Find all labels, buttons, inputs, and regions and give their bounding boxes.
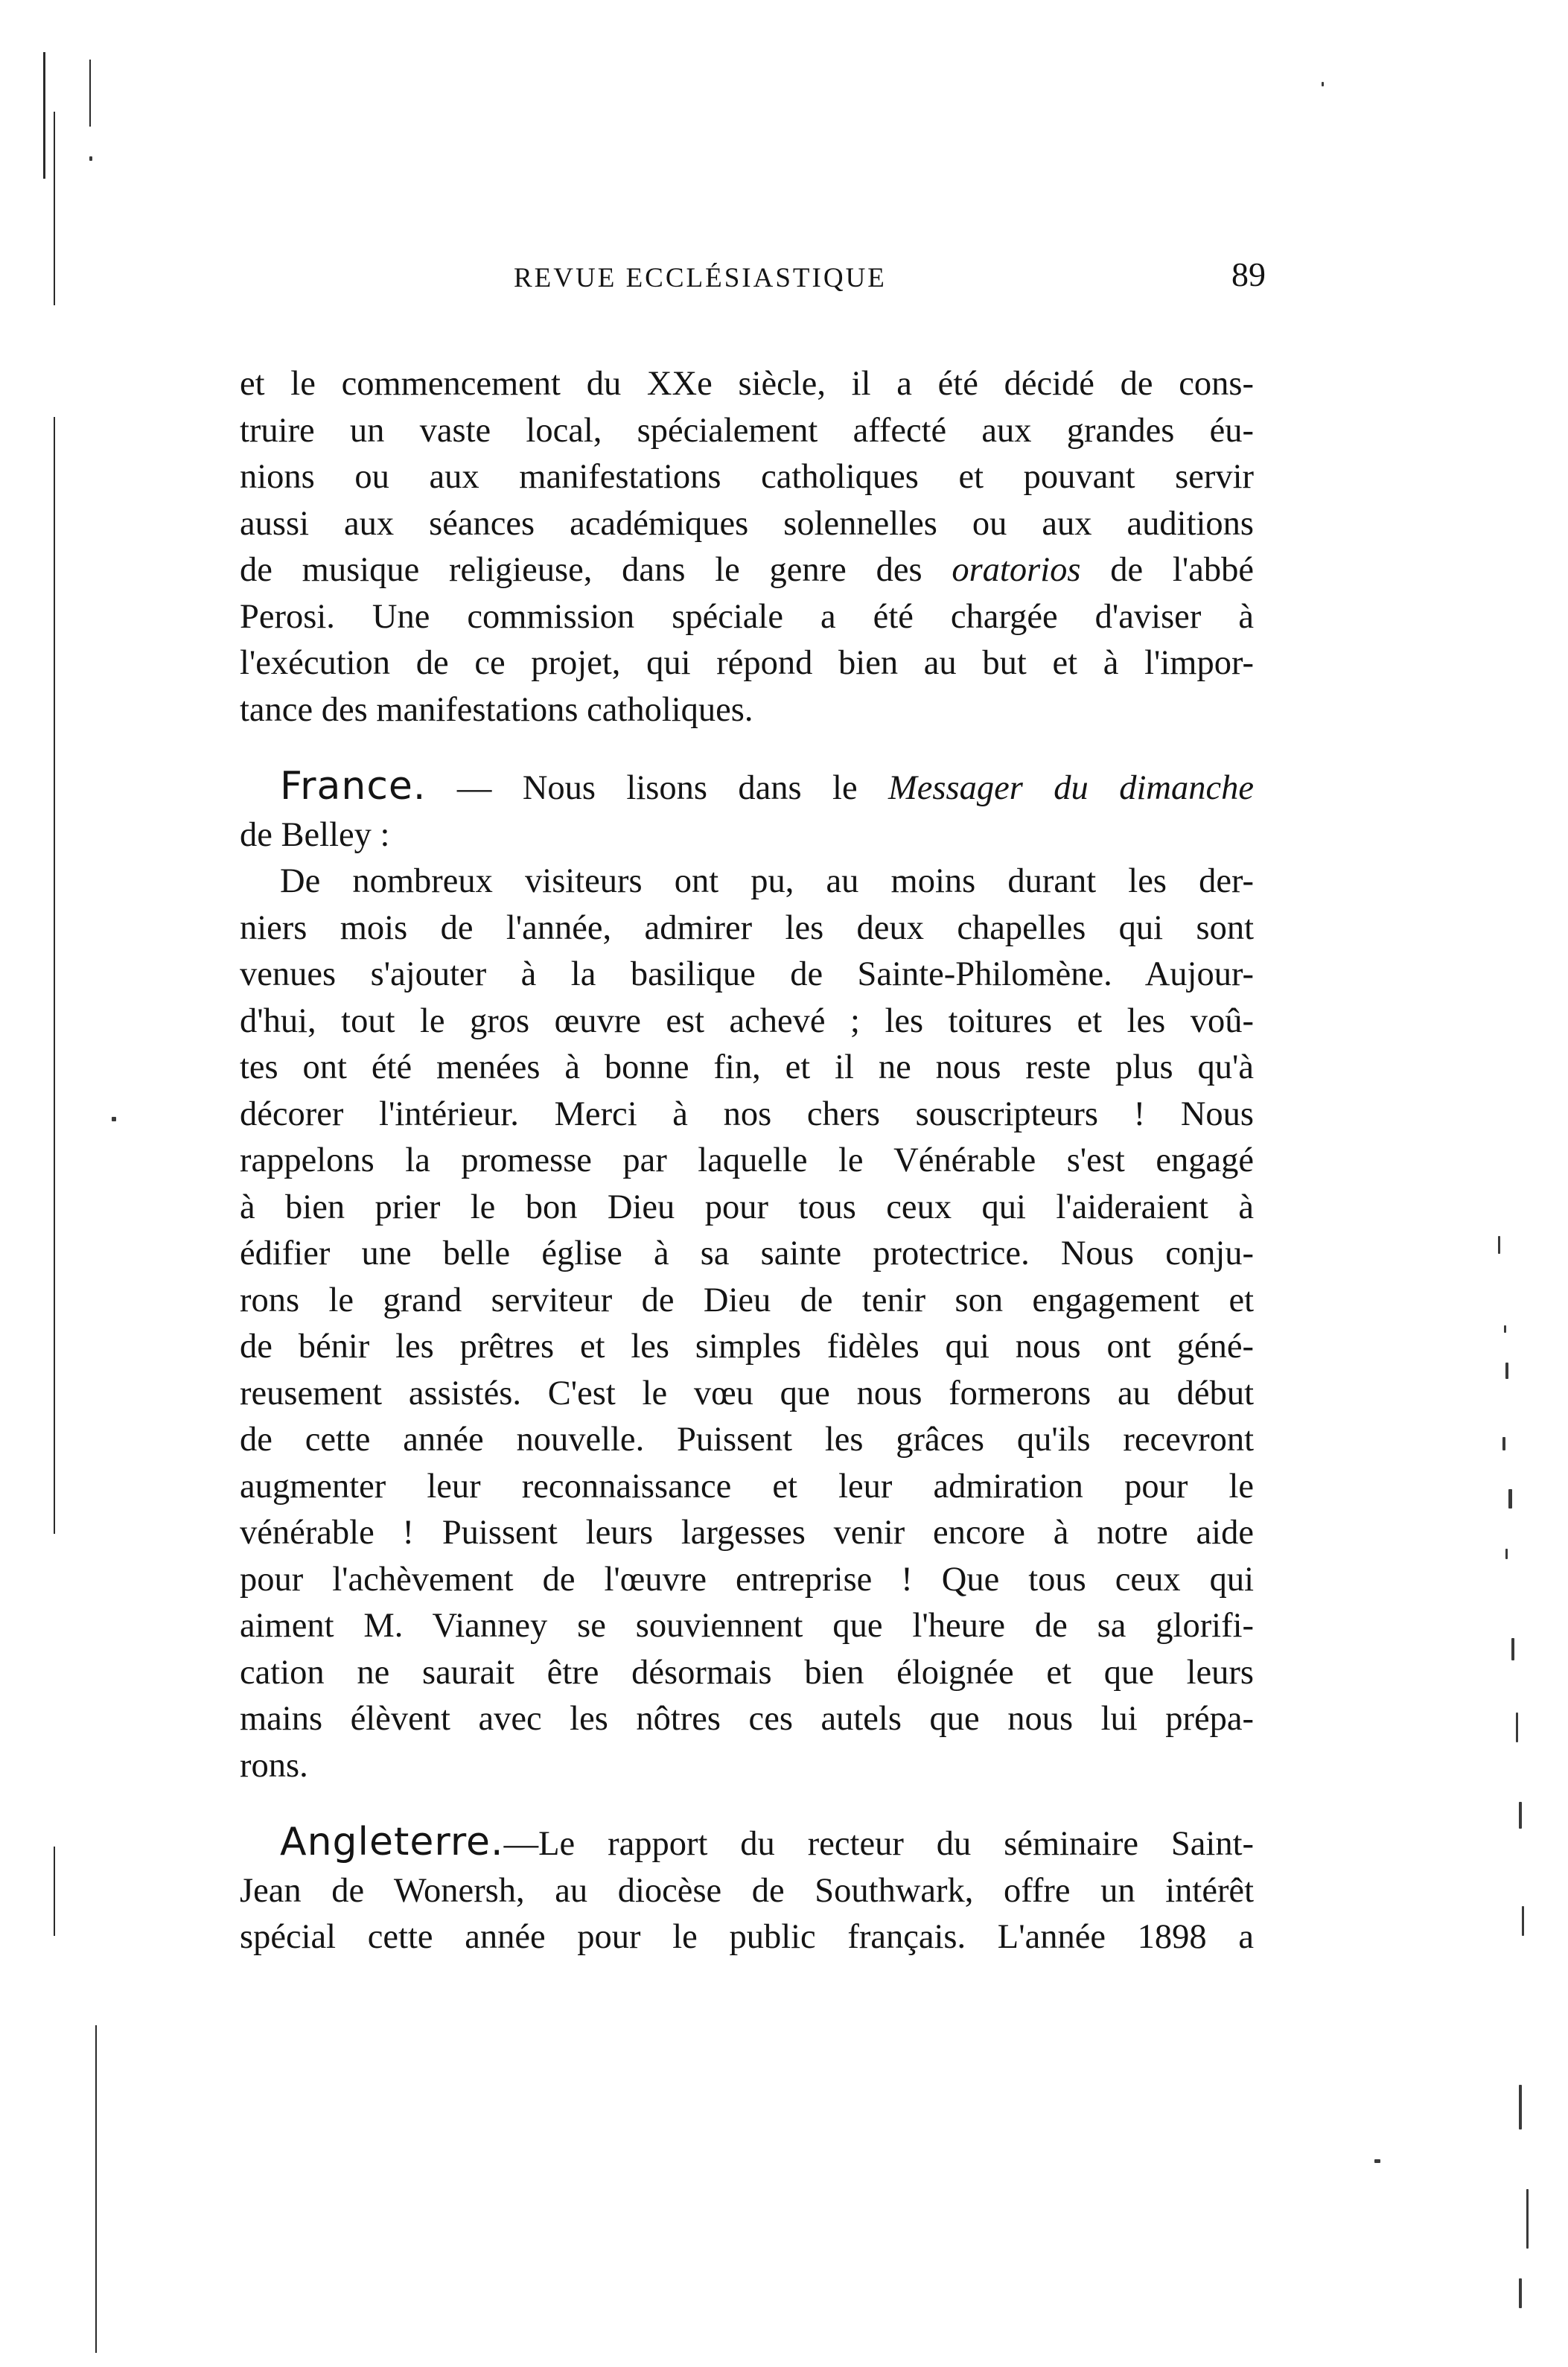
text-line: spécial cette année pour le public français. L'année 1898 a [240,1918,1254,1956]
text-line: rons le grand serviteur de Dieu de tenir son engagement et [240,1281,1254,1319]
text-line: d'hui, tout le gros œuvre est achevé ; les toitures et les voû- [240,1001,1254,1040]
text-line: tance des manifestations catholiques. [240,690,753,729]
scan-speck [1519,2085,1522,2129]
scan-edge-line [95,2025,97,2353]
scan-speck [1505,1363,1508,1379]
page-header [238,255,1266,307]
paragraph-italy-continued [240,361,1254,733]
scan-speck [1504,1325,1506,1333]
text-line: tes ont été menées à bonne fin, et il ne nous reste plus qu'à [240,1048,1254,1086]
text-line: vénérable ! Puissent leurs largesses venir encore à notre aide [240,1514,1254,1552]
scan-speck [1511,1638,1514,1660]
scan-edge-line [54,112,55,305]
scan-speck [1516,1713,1518,1742]
text-run: — Nous lisons dans le [426,769,889,807]
scan-edge-line [54,1847,55,1936]
section-gap [240,1789,1254,1819]
scan-speck [112,1117,116,1121]
text-line [240,547,1254,594]
scan-speck [1374,2159,1380,2163]
text-line: rappelons la promesse par laquelle le Vénérable s'est engagé [240,1141,1254,1179]
text-line [240,763,1254,812]
italic-title: Messager du dimanche [888,769,1254,807]
body-text [240,361,1254,1961]
text-run: de l'abbé [1080,551,1254,589]
text-line: Perosi. Une commission spéciale a été chargée d'aviser à [240,597,1254,636]
text-line [240,1819,1254,1868]
text-line: mains élèvent avec les nôtres ces autels que nous lui prépa- [240,1700,1254,1738]
running-head: REVUE ECCLÉSIASTIQUE [514,263,887,293]
text-line: Jean de Wonersh, au diocèse de Southwark, offre un intérêt [240,1871,1254,1910]
text-line: à bien prier le bon Dieu pour tous ceux qui l'aideraient à [240,1188,1254,1226]
text-line: de Belley : [240,815,390,854]
text-line: cation ne saurait être désormais bien éloignée et que leurs [240,1653,1254,1692]
section-heading-angleterre: Angleterre. [280,1820,504,1864]
section-heading-france: France. [280,764,427,809]
text-line: et le commencement du XXe siècle, il a été décidé de cons- [240,365,1254,403]
text-line: augmenter leur reconnaissance et leur admiration pour le [240,1467,1254,1506]
text-line: venues s'ajouter à la basilique de Sainte-Philomène. Aujour- [240,955,1254,993]
text-line: de bénir les prêtres et les simples fidèles qui nous ont géné- [240,1328,1254,1366]
text-line: aiment M. Vianney se souviennent que l'heure de sa glorifi- [240,1607,1254,1645]
text-line: rons. [240,1746,308,1785]
scan-edge-line [89,60,91,127]
text-line: édifier une belle église à sa sainte protectrice. Nous conju- [240,1235,1254,1272]
text-line: niers mois de l'année, admirer les deux chapelles qui sont [240,908,1254,947]
scan-speck [89,156,92,161]
scan-speck [1498,1236,1500,1254]
scan-speck [1508,1489,1512,1509]
text-line: de cette année nouvelle. Puissent les grâces qu'ils recevront [240,1421,1254,1459]
text-line: De nombreux visiteurs ont pu, au moins durant les der- [280,862,1254,900]
text-run: —Le rapport du recteur du séminaire Saint- [503,1825,1254,1863]
page-number: 89 [1231,255,1266,293]
scan-speck [1322,82,1324,86]
section-france [240,763,1254,1789]
scan-edge-line [43,52,45,179]
scan-edge-line [54,417,55,1534]
section-gap [240,733,1254,763]
scan-speck [1522,1906,1524,1936]
text-line: décorer l'intérieur. Merci à nos chers souscripteurs ! Nous [240,1095,1254,1133]
scan-speck [1526,2189,1529,2249]
text-line: pour l'achèvement de l'œuvre entreprise ! Que tous ceux qui [240,1560,1254,1599]
section-angleterre [240,1819,1254,1961]
italic-term: oratorios [952,551,1081,589]
text-line: reusement assistés. C'est le vœu que nous formerons au début [240,1374,1254,1412]
scan-speck [1519,1802,1522,1829]
scan-speck [1502,1437,1505,1450]
text-line: aussi aux séances académiques solennelles ou aux auditions [240,504,1254,543]
scan-speck [1519,2278,1522,2308]
text-line: truire un vaste local, spécialement affecté aux grandes éu- [240,411,1254,450]
text-line: l'exécution de ce projet, qui répond bien au but et à l'impor- [240,644,1254,682]
text-run: de musique religieuse, dans le genre des [240,551,952,589]
scan-speck [1505,1549,1508,1559]
text-line: nions ou aux manifestations catholiques et pouvant servir [240,458,1254,496]
